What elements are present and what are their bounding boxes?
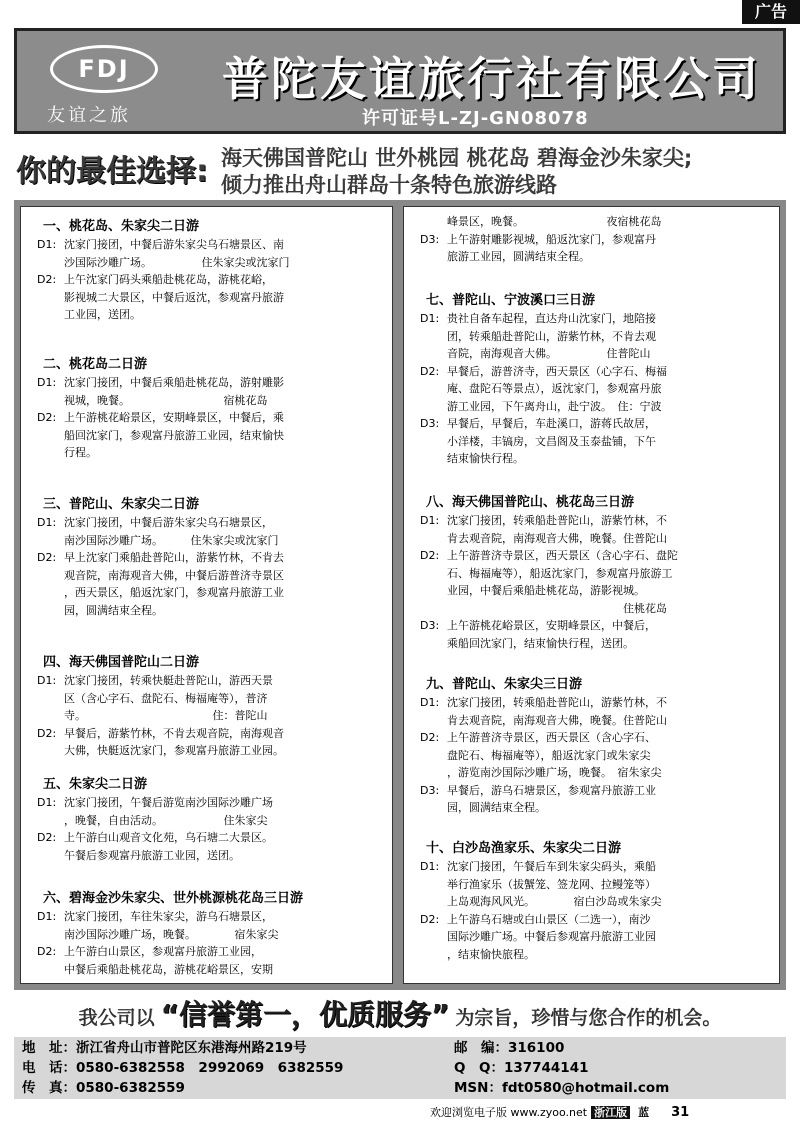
day-text: 上午游白山景区，参观富丹旅游工业园，	[64, 945, 262, 958]
license-number: 许可证号L-ZJ-GN08078	[362, 108, 589, 129]
route-title: 七、普陀山、宁波溪口三日游	[426, 293, 596, 308]
day-text-continued: 肯去观音院，南海观音大佛，晚餐。住普陀山	[447, 531, 667, 545]
day-line	[21, 908, 392, 926]
day-line	[21, 672, 392, 690]
routes-column-right	[403, 206, 780, 984]
day-text: 上午游桃花峪景区，安期峰景区，中餐后，	[447, 619, 656, 632]
day-text-continued: 峰景区，晚餐。 夜宿桃花岛	[447, 215, 662, 228]
day-text-continued: 石、梅福庵等），船返沈家门，参观富丹旅游工	[447, 566, 673, 580]
day-line	[404, 310, 779, 328]
day-text: 沈家门接团，中餐后游朱家尖乌石塘景区、南	[64, 238, 284, 251]
day-line	[404, 415, 779, 433]
footer-edition: 蓝	[638, 1106, 650, 1119]
footer-edition-badge: 浙江版	[591, 1106, 630, 1119]
route-block	[404, 839, 779, 963]
route-block	[21, 653, 392, 760]
contact-phone: 电 话：0580-6382558 2992069 6382559	[22, 1060, 344, 1076]
day-label: D1:	[37, 238, 57, 251]
motto-slogan: “信誉第一，优质服务”	[160, 998, 450, 1031]
day-text-continued: 南沙国际沙雕广场。 住朱家尖或沈家门	[64, 533, 279, 547]
day-text-continued: 小洋楼，丰镐房，文昌阁及玉泰盐铺，下午	[447, 434, 656, 448]
day-text: 沈家门接团，转乘船赴普陀山，游紫竹林，不	[447, 514, 667, 527]
route-block	[21, 217, 392, 324]
company-motto	[14, 993, 786, 1035]
route-block	[21, 355, 392, 462]
day-text-continued: 园，圆满结束全程。	[447, 801, 546, 814]
day-text-continued: 旅游工业园，圆满结束全程。	[447, 250, 590, 263]
day-line	[404, 547, 779, 565]
route-title: 十、白沙岛渔家乐、朱家尖二日游	[426, 841, 622, 856]
day-text: 沈家门接团，车往朱家尖，游乌石塘景区，	[64, 910, 273, 923]
day-line	[21, 794, 392, 812]
promo-line-2: 倾力推出舟山群岛十条特色旅游线路	[221, 173, 557, 197]
day-text: 上午游白山观音文化苑，乌石塘二大景区。	[64, 831, 273, 844]
day-text-continued: 南沙国际沙雕广场，晚餐。 宿朱家尖	[64, 927, 279, 941]
day-text-continued: ，游览南沙国际沙雕广场，晚餐。 宿朱家尖	[447, 766, 662, 779]
route-block	[21, 889, 392, 978]
day-text: 沈家门接团，中餐后乘船赴桃花岛，游射雕影	[64, 376, 284, 389]
day-text-continued: ，西天景区，船返沈家门，参观富丹旅游工业	[64, 586, 284, 599]
day-line	[21, 943, 392, 961]
contact-address: 地 址：浙江省舟山市普陀区东港海州路219号	[22, 1040, 307, 1056]
routes-panel	[14, 200, 786, 990]
day-text-continued: 国际沙雕广场。中餐后参观富丹旅游工业园	[447, 930, 656, 943]
promo-line-1: 海天佛国普陀山 世外桃园 桃花岛 碧海金沙朱家尖;	[221, 146, 693, 170]
day-text: 贵社自备车起程，直达舟山沈家门，地陪接	[447, 312, 656, 325]
day-text-continued: 船回沈家门，参观富丹旅游工业园，结束愉快	[64, 428, 284, 442]
logo-slogan: 友谊之旅	[47, 105, 131, 126]
day-text-continued: ，晚餐，自由活动。 住朱家尖	[64, 813, 268, 827]
day-label: D3:	[420, 783, 440, 797]
day-text-continued: 肯去观音院，南海观音大佛，晚餐。住普陀山	[447, 713, 667, 727]
routes-column-left	[20, 206, 393, 984]
day-line	[21, 236, 392, 254]
day-text: 早上沈家门乘船赴普陀山，游紫竹林，不肯去	[64, 551, 284, 564]
route-title: 六、碧海金沙朱家尖、世外桃源桃花岛三日游	[43, 891, 304, 906]
motto-suffix: 为宗旨，珍惜与您合作的机会。	[455, 1007, 722, 1029]
day-text-continued: 住桃花岛	[447, 601, 667, 615]
day-text-continued: 观音院，南海观音大佛，中餐后游普济寺景区	[64, 568, 284, 582]
footer-website: 欢迎浏览电子版 www.zyoo.net	[430, 1106, 588, 1119]
day-text-continued: 举行渔家乐（拔蟹笼、签龙网、拉鳗笼等）	[447, 877, 656, 891]
day-label: D1:	[37, 674, 57, 687]
day-label: D2:	[37, 726, 57, 740]
route-title: 二、桃花岛二日游	[43, 357, 148, 372]
contact-qq: Q Q：137744141	[454, 1060, 589, 1076]
day-label: D1:	[420, 514, 440, 527]
day-text-continued: ，结束愉快旅程。	[447, 947, 535, 961]
day-text: 上午游射雕影视城，船返沈家门，参观富丹	[447, 232, 656, 246]
page-footer	[430, 1103, 786, 1123]
day-text: 上午游普济寺景区，西天景区（含心字石、	[447, 731, 656, 744]
day-line	[21, 271, 392, 289]
day-text-continued: 大佛，快艇返沈家门，参观富丹旅游工业园。	[64, 744, 284, 757]
day-text: 沈家门接团，中餐后游朱家尖乌石塘景区，	[64, 516, 273, 529]
day-line	[21, 374, 392, 392]
day-line	[21, 725, 392, 743]
route-title: 三、普陀山、朱家尖二日游	[43, 497, 200, 512]
day-line	[404, 512, 779, 530]
day-label: D2:	[420, 549, 440, 562]
day-label: D1:	[420, 860, 440, 873]
day-text-continued: 沙国际沙雕广场。 住朱家尖或沈家门	[64, 255, 290, 269]
day-label: D3:	[420, 619, 440, 632]
contact-fax: 传 真：0580-6382559	[22, 1080, 185, 1096]
day-text-continued: 业园，中餐后乘船赴桃花岛，游影视城。	[447, 584, 645, 597]
day-label: D2:	[37, 411, 57, 424]
day-text-continued: 音院，南海观音大佛。 住普陀山	[447, 347, 651, 360]
day-label: D1:	[37, 516, 57, 529]
route-block	[21, 775, 392, 864]
day-line	[404, 729, 779, 747]
company-name: 普陀友谊旅行社有限公司	[222, 52, 761, 106]
day-line	[404, 363, 779, 381]
promo-block	[16, 142, 786, 197]
day-line	[21, 829, 392, 847]
day-label: D3:	[420, 232, 440, 246]
promo-label: 你的最佳选择:	[16, 154, 208, 189]
route-block	[404, 213, 779, 266]
page-number: 31	[671, 1105, 690, 1120]
day-text: 沈家门接团，转乘船赴普陀山，游紫竹林，不	[447, 696, 667, 709]
day-text-continued: 庵、盘陀石等景点），返沈家门，参观富丹旅	[447, 382, 662, 395]
contact-info	[14, 1037, 786, 1099]
company-logo: FDJ	[50, 45, 158, 93]
day-text: 上午游乌石塘或白山景区（二选一），南沙	[447, 912, 651, 926]
day-text: 早餐后，游乌石塘景区，参观富丹旅游工业	[447, 783, 656, 797]
day-label: D2:	[37, 551, 57, 564]
day-label: D1:	[37, 910, 57, 923]
route-title: 一、桃花岛、朱家尖二日游	[43, 219, 200, 234]
contact-msn: MSN：fdt0580@hotmail.com	[454, 1080, 670, 1096]
day-line	[21, 549, 392, 567]
day-text-continued: 盘陀石、梅福庵等），船返沈家门或朱家尖	[447, 748, 651, 762]
header-banner	[14, 28, 786, 134]
route-block	[404, 291, 779, 468]
day-label: D1:	[420, 312, 440, 325]
route-title: 五、朱家尖二日游	[43, 777, 148, 792]
day-line	[404, 694, 779, 712]
day-text: 沈家门接团，午餐后游览南沙国际沙雕广场	[64, 796, 273, 809]
day-line	[404, 782, 779, 800]
day-text-continued: 园，圆满结束全程。	[64, 603, 163, 617]
route-block	[21, 495, 392, 619]
day-text-continued: 工业园，送团。	[64, 308, 141, 321]
day-line	[21, 409, 392, 427]
day-line	[404, 911, 779, 929]
day-text: 早餐后，游普济寺，西天景区（心字石、梅福	[447, 364, 667, 378]
day-text: 上午游桃花峪景区，安期峰景区，中餐后，乘	[64, 411, 284, 424]
route-title: 八、海天佛国普陀山、桃花岛三日游	[426, 495, 635, 510]
contact-postcode: 邮 编：316100	[454, 1040, 565, 1056]
day-line	[404, 858, 779, 876]
day-text: 上午游普济寺景区，西天景区（含心字石、盘陀	[447, 549, 678, 562]
day-text-continued: 区（含心字石、盘陀石、梅福庵等），普济	[64, 691, 268, 705]
route-block	[404, 675, 779, 817]
day-line	[21, 514, 392, 532]
route-title: 四、海天佛国普陀山二日游	[43, 655, 200, 670]
day-text-continued: 团，转乘船赴普陀山，游紫竹林，不肯去观	[447, 329, 656, 343]
day-text-continued: 游工业园，下午离舟山，赴宁波。 住：宁波	[447, 399, 662, 413]
route-block	[404, 493, 779, 652]
day-text: 沈家门接团，午餐后车到朱家尖码头，乘船	[447, 860, 656, 873]
day-text-continued: 结束愉快行程。	[447, 452, 524, 465]
day-label: D2:	[420, 731, 440, 744]
day-label: D2:	[37, 831, 57, 844]
day-text-continued: 午餐后参观富丹旅游工业园，送团。	[64, 848, 240, 862]
day-text-continued: 上岛观海风风光。 宿白沙岛或朱家尖	[447, 895, 662, 908]
day-label: D3:	[420, 417, 440, 430]
day-line	[404, 231, 779, 249]
day-text: 早餐后，游紫竹林，不肯去观音院，南海观音	[64, 726, 284, 740]
day-text-continued: 视城，晚餐。 宿桃花岛	[64, 393, 268, 407]
day-text: 沈家门接团，转乘快艇赴普陀山，游西天景	[64, 674, 273, 687]
route-title: 九、普陀山、朱家尖三日游	[426, 677, 583, 692]
day-label: D2:	[37, 945, 57, 958]
day-text: 早餐后，早餐后，车赴溪口，游蒋氏故居，	[447, 417, 656, 430]
day-label: D2:	[420, 364, 440, 378]
day-text-continued: 乘船回沈家门，结束愉快行程，送团。	[447, 636, 634, 650]
day-text-continued: 行程。	[64, 446, 97, 459]
day-label: D2:	[37, 273, 57, 286]
motto-prefix: 我公司以	[78, 1007, 155, 1029]
day-label: D1:	[37, 376, 57, 389]
day-label: D1:	[37, 796, 57, 809]
day-text-continued: 寺。 住：普陀山	[64, 709, 268, 722]
day-text: 上午沈家门码头乘船赴桃花岛，游桃花峪，	[64, 273, 273, 286]
ad-tag: 广告	[742, 0, 800, 24]
day-label: D2:	[420, 912, 440, 926]
day-text-continued: 中餐后乘船赴桃花岛，游桃花峪景区，安期	[64, 962, 273, 976]
day-line	[404, 617, 779, 635]
day-label: D1:	[420, 696, 440, 709]
day-text-continued: 影视城二大景区，中餐后返沈，参观富丹旅游	[64, 290, 284, 304]
